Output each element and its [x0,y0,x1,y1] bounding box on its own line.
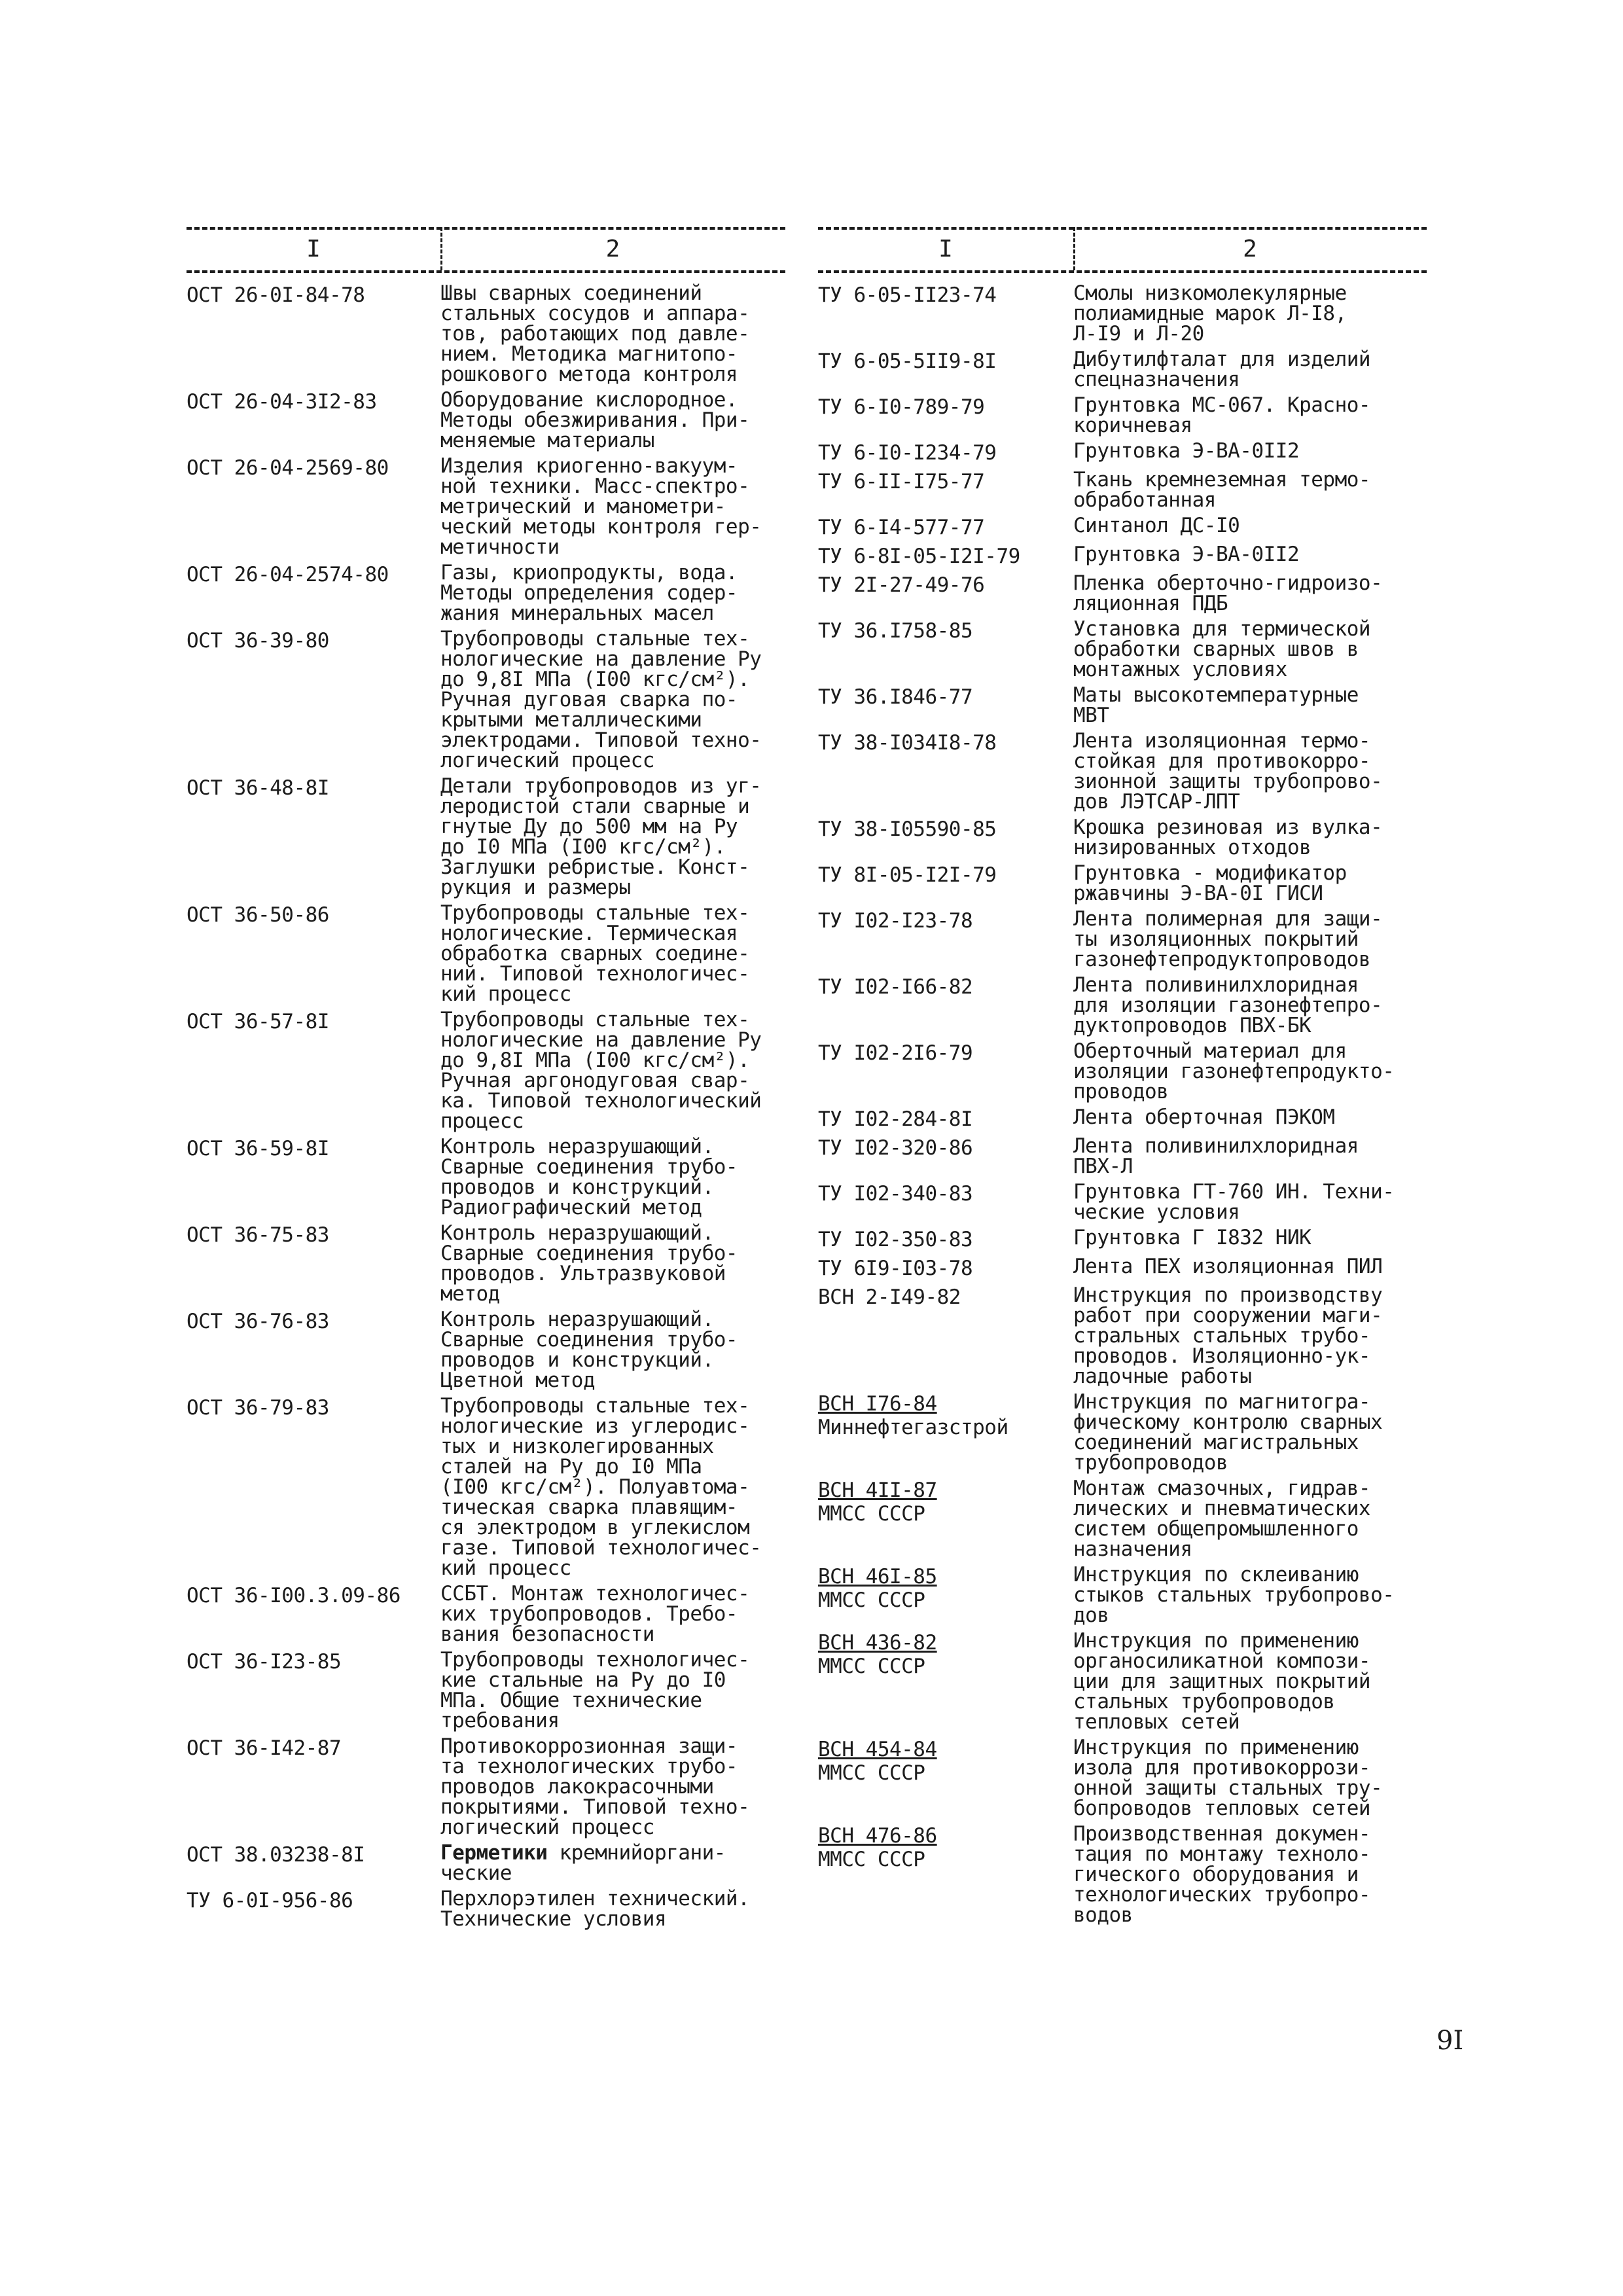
standard-title: Лента изоляционная термо- стойкая для противокорро- зионной защиты трубопрово- дов ЛЭТСАР-ЛПТ [1073,729,1383,814]
standard-title: Маты высокотемпературные МВТ [1073,683,1359,727]
standard-title: Инструкция по производству работ при сооружении маги- стральных стальных трубо- проводов. Изоляционно-ук- ладочные работы [1073,1283,1383,1388]
table-row [187,1223,785,1304]
table-row [187,1310,785,1391]
standard-title: Герметики кремнийоргани- ческие [440,1841,726,1885]
standard-title: Грунтовка МС-067. Красно- коричневая [1073,393,1371,437]
table-row [818,573,1427,614]
standard-title: ССБТ. Монтаж технологичес- ких трубопроводов. Требо- вания безопасности [440,1582,750,1646]
standard-code: ТУ I02-284-8I [818,1107,973,1131]
standard-code: ВСН 46I-85 ММСС СССР [818,1565,1073,1626]
table-row [818,619,1427,680]
standard-title: Дибутилфталат для изделий спецназначения [1073,348,1371,391]
column-header-2: 2 [1243,236,1257,262]
table-row [818,516,1427,539]
standard-code: ТУ 2I-27-49-76 [818,573,985,597]
table-row [187,1137,785,1218]
table-row [187,1650,785,1731]
standards-list-left [187,283,785,1929]
standard-code: ТУ I02-I66-82 [818,975,973,999]
standard-code: ОСТ 36-75-83 [187,1223,329,1247]
standard-code: ОСТ 36-39-80 [187,629,329,653]
standard-code: ТУ 8I-05-I2I-79 [818,863,997,887]
standard-title: Изделия криогенно-вакуум- ной техники. Масс-спектро- метрический и манометри- ческий методы контроля гер- метичности [440,454,762,559]
standard-code: ТУ 6-05-5II9-8I [818,350,997,373]
standard-code: ТУ 36.I846-77 [818,685,973,709]
standard-title: Смолы низкомолекулярные полиамидные марок Л-I8, Л-I9 и Л-20 [1073,281,1347,346]
standard-code: ОСТ 36-57-8I [187,1010,329,1033]
standard-code: ОСТ 26-04-3I2-83 [187,390,377,414]
standard-title: Перхлорэтилен технический. Технические условия [440,1887,750,1931]
standard-code: ТУ 6-II-I75-77 [818,470,985,493]
standard-title: Швы сварных соединений стальных сосудов и аппара- тов, работающих под давле- нием. Методика магнитопо- рошкового метода контроля [440,281,750,386]
standard-title: Инструкция по применению изола для противокоррози- онной защиты стальных тру- бопроводов тепловых сетей [1073,1736,1383,1820]
page-number: 9I [1436,2026,1464,2056]
standard-title: Лента оберточная ПЭКОМ [1073,1105,1335,1129]
standard-title: Установка для термической обработки сварных швов в монтажных условиях [1073,617,1371,681]
column-header-2: 2 [605,236,620,262]
standard-title: Оберточный материал для изоляции газонефтепродукто- проводов [1073,1039,1395,1103]
standard-code: ТУ 38-I05590-85 [818,817,997,841]
standard-code: ТУ 6I9-I03-78 [818,1257,973,1280]
table-row [818,1631,1427,1732]
standard-code: ОСТ 36-I00.3.09-86 [187,1584,401,1607]
standard-code: ОСТ 36-79-83 [187,1396,329,1420]
issuing-organization: ММСС СССР [818,1588,925,1612]
table-row [187,629,785,771]
table-row [187,1010,785,1132]
standard-code: ОСТ 26-04-2574-80 [187,563,389,586]
table-row [818,909,1427,970]
standard-title: Инструкция по склеиванию стыков стальных трубопрово- дов [1073,1563,1395,1627]
standard-code: ТУ 6-0I-956-86 [187,1889,353,1912]
standard-title: Грунтовка Г I832 НИК [1073,1226,1311,1249]
issuing-organization: ММСС СССР [818,1761,925,1785]
standard-title: Лента полимерная для защи- ты изоляционных покрытий газонефтепродуктопроводов [1073,907,1383,971]
left-column [187,219,785,1935]
standard-code: ВСН 476-86 ММСС СССР [818,1824,1073,1926]
table-row [818,1285,1427,1387]
standard-code: ВСН 454-84 ММСС СССР [818,1738,1073,1819]
standard-code: ТУ 6-I4-577-77 [818,516,985,539]
standard-title: Противокоррозионная защи- та технологических трубо- проводов лакокрасочными покрытиями. Типовой техно- логический процесс [440,1734,750,1839]
standard-code: ТУ I02-350-83 [818,1228,973,1251]
issuing-organization: Миннефтегазстрой [818,1416,1008,1439]
standard-title: Трубопроводы стальные тех- нологические. Термическая обработка сварных соедине- ний. Типовой технологичес- кий процесс [440,901,750,1006]
table-row [818,1041,1427,1102]
standard-title: Трубопроводы стальные тех- нологические из углеродис- тых и низколегированных сталей на Ру до I0 МПа (I00 кгс/см²). Полуавтома- тическая сварка плавящим- ся электродом в углекислом газе. Типовой технологичес- кий процесс [440,1394,762,1580]
standard-title: Трубопроводы стальные тех- нологические на давление Ру до 9,8I МПа (I00 кгс/см²). Ручная аргонодуговая свар- ка. Типовой технологический процесс [440,1008,762,1133]
standard-title: Контроль неразрушающий. Сварные соединения трубо- проводов и конструкций. Цветной метод [440,1308,738,1392]
standard-code: ТУ 6-05-II23-74 [818,283,997,307]
standard-code: ТУ 6-8I-05-I2I-79 [818,545,1020,568]
table-row [818,350,1427,390]
standard-title: Синтанол ДС-I0 [1073,514,1240,537]
table-row [187,563,785,624]
table-row [187,390,785,451]
standard-title: Крошка резиновая из вулка- низированных отходов [1073,816,1383,859]
standard-title: Лента ПЕХ изоляционная ПИЛ [1073,1255,1383,1278]
table-row [818,1738,1427,1819]
table-row [187,776,785,898]
column-header-1: I [306,236,321,262]
table-header-right [818,219,1427,278]
table-row [818,470,1427,511]
standard-title: Грунтовка - модификатор ржавчины Э-ВА-0I ГИСИ [1073,861,1347,905]
table-row [187,1889,785,1929]
standard-code: ТУ 6-I0-789-79 [818,395,985,419]
standard-title: Контроль неразрушающий. Сварные соединения трубо- проводов. Ультразвуковой метод [440,1221,738,1306]
standard-title: Монтаж смазочных, гидрав- лических и пневматических систем общепромышленного назначения [1073,1477,1371,1561]
column-header-1: I [938,236,953,262]
standard-title: Газы, криопродукты, вода. Методы определения содер- жания минеральных масел [440,561,738,625]
standard-title: Инструкция по применению органосиликатной компози- ции для защитных покрытий стальных трубопроводов тепловых сетей [1073,1629,1371,1734]
issuing-organization: ММСС СССР [818,1502,925,1526]
standard-code: ОСТ 36-I42-87 [187,1736,342,1760]
standard-title: Трубопроводы стальные тех- нологические на давление Ру до 9,8I МПа (I00 кгс/см²). Ручная дуговая сварка по- крытыми металлическими электродами. Типовой техно- логический процесс [440,627,762,772]
table-row [818,685,1427,726]
standard-title: Грунтовка Э-ВА-0II2 [1073,439,1300,463]
standard-code: ВСН I76-84 Миннефтегазстрой [818,1392,1073,1473]
standard-title: Ткань кремнеземная термо- обработанная [1073,468,1371,512]
table-row [818,1257,1427,1280]
standard-code: ОСТ 36-48-8I [187,776,329,800]
right-column [818,219,1427,1931]
table-row [818,283,1427,344]
table-row [818,1182,1427,1223]
table-row [187,283,785,385]
standard-title: Лента поливинилхлоридная для изоляции газонефтепро- дуктопроводов ПВХ-БК [1073,973,1383,1037]
table-row [818,863,1427,904]
table-row [818,975,1427,1036]
standard-title: Трубопроводы технологичес- кие стальные на Ру до I0 МПа. Общие технические требования [440,1648,750,1732]
table-row [187,903,785,1005]
table-row [818,1136,1427,1177]
table-row [818,1107,1427,1131]
standard-code: ТУ I02-2I6-79 [818,1041,973,1065]
standard-code: ОСТ 26-0I-84-78 [187,283,365,307]
standard-code: ОСТ 36-50-86 [187,903,329,927]
standard-code: ТУ I02-340-83 [818,1182,973,1206]
standard-title: Оборудование кислородное. Методы обезжиривания. При- меняемые материалы [440,388,750,452]
standards-list-right [818,283,1427,1926]
standard-code: ТУ 38-I034I8-78 [818,731,997,755]
table-row [818,441,1427,465]
issuing-organization: ММСС СССР [818,1848,925,1871]
standard-code: ТУ I02-I23-78 [818,909,973,933]
table-row [187,456,785,558]
standard-title: Грунтовка ГТ-760 ИН. Техни- ческие условия [1073,1180,1395,1224]
standard-title: Грунтовка Э-ВА-0II2 [1073,543,1300,566]
standard-title: Производственная докумен- тация по монтажу техноло- гического оборудования и технологических трубопро- водов [1073,1822,1371,1927]
standard-code: ОСТ 26-04-2569-80 [187,456,389,480]
table-row [818,1479,1427,1560]
issuing-organization: ММСС СССР [818,1655,925,1678]
table-header-left [187,219,785,278]
table-row [818,817,1427,858]
standard-code: ТУ I02-320-86 [818,1136,973,1160]
standard-code: ТУ 6-I0-I234-79 [818,441,997,465]
standard-code: ОСТ 38.03238-8I [187,1843,365,1867]
standard-title: Лента поливинилхлоридная ПВХ-Л [1073,1134,1359,1178]
standard-code: ТУ 36.I758-85 [818,619,973,643]
table-row [818,1565,1427,1626]
standard-title: Детали трубопроводов из уг- леродистой стали сварные и гнутые Ду до 500 мм на Ру до I0 МПа (I00 кгс/см²). Заглушки ребристые. Конст- рукция и размеры [440,774,762,899]
table-row [818,1392,1427,1473]
table-row [187,1584,785,1645]
standard-code: ВСН 2-I49-82 [818,1285,961,1309]
standard-code: ВСН 4II-87 ММСС СССР [818,1479,1073,1560]
table-row [187,1843,785,1884]
standard-title: Пленка оберточно-гидроизо- ляционная ПДБ [1073,571,1383,615]
table-row [818,395,1427,436]
standard-code: ОСТ 36-I23-85 [187,1650,342,1674]
table-row [818,1228,1427,1251]
table-row [818,1824,1427,1926]
table-row [818,545,1427,568]
standard-code: ВСН 436-82 ММСС СССР [818,1631,1073,1732]
standard-title: Контроль неразрушающий. Сварные соединения трубо- проводов и конструкций. Радиографический метод [440,1135,738,1219]
table-row [187,1396,785,1579]
standard-code: ОСТ 36-76-83 [187,1310,329,1333]
standard-title: Инструкция по магнитогра- фическому контролю сварных соединений магистральных трубопроводов [1073,1390,1383,1475]
standard-code: ОСТ 36-59-8I [187,1137,329,1160]
table-row [187,1736,785,1838]
table-row [818,731,1427,812]
